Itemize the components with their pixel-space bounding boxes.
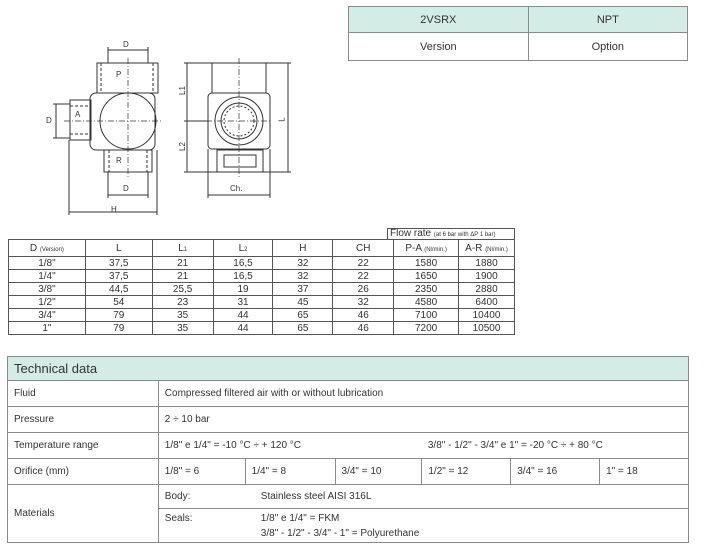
port-label-r: R [116, 156, 122, 165]
materials-seals-row [158, 509, 688, 543]
cell-pa: 7100 [394, 309, 459, 322]
cell-h: 65 [273, 309, 333, 322]
cell-l2: 19 [213, 283, 273, 296]
cell-l1: 23 [152, 296, 213, 309]
seals-key: Seals: [164, 512, 193, 524]
cell-h: 65 [273, 322, 333, 335]
seals-value-fkm: 1/8" e 1/4" = FKM [260, 512, 340, 524]
cell-pa: 1650 [394, 270, 459, 283]
dimension-row [9, 296, 515, 309]
orifice-value: 3/4" = 16 [511, 459, 600, 485]
cell-d: 1/8" [9, 257, 86, 270]
dimensions-header-row [9, 240, 515, 257]
fluid-value: Compressed filtered air with or without lubrication [158, 381, 688, 407]
cell-ar: 2880 [459, 283, 515, 296]
orifice-value: 1" = 18 [600, 459, 689, 485]
cell-ar: 1880 [459, 257, 515, 270]
cell-l: 79 [85, 322, 152, 335]
temperature-label: Temperature range [8, 433, 159, 459]
dimensions-table [8, 239, 515, 335]
cell-ch: 26 [333, 283, 394, 296]
col-header-h: H [273, 240, 333, 257]
orifice-label: Orifice (mm) [8, 459, 159, 485]
dim-label-l: L [277, 117, 287, 122]
dim-label-d-top: D [123, 40, 129, 49]
cell-ar: 10400 [459, 309, 515, 322]
cell-h: 37 [273, 283, 333, 296]
cell-pa: 1580 [394, 257, 459, 270]
col-header-l: L [85, 240, 152, 257]
cell-l: 79 [85, 309, 152, 322]
orifice-value: 1/8" = 6 [158, 459, 245, 485]
cell-ch: 46 [333, 309, 394, 322]
version-option-table [348, 6, 688, 61]
cell-h: 32 [273, 257, 333, 270]
cell-pa: 4580 [394, 296, 459, 309]
cell-ch: 32 [333, 296, 394, 309]
orifice-value: 1/4" = 8 [245, 459, 335, 485]
col-header-l2: L2 [213, 240, 273, 257]
col-header-ar: A-R (Nl/min.) [459, 240, 515, 257]
flow-rate-title: Flow rate [390, 228, 432, 239]
dimension-row [9, 283, 515, 296]
cell-pa: 7200 [394, 322, 459, 335]
cell-ch: 46 [333, 322, 394, 335]
orifice-value: 3/4" = 10 [335, 459, 422, 485]
cell-ar: 10500 [459, 322, 515, 335]
dimension-row [9, 322, 515, 335]
fluid-label: Fluid [8, 381, 159, 407]
pressure-label: Pressure [8, 407, 159, 433]
col-header-l1: L1 [152, 240, 213, 257]
cell-d: 3/4" [9, 309, 86, 322]
col-header-pa: P-A (Nl/min.) [394, 240, 459, 257]
version-cell: Version [349, 33, 529, 61]
cell-l: 54 [85, 296, 152, 309]
dim-label-d-bottom: D [123, 184, 129, 193]
cell-l2: 44 [213, 322, 273, 335]
technical-data-table [7, 356, 689, 543]
seals-value-polyurethane: 3/8" - 1/2" - 3/4" - 1" = Polyurethane [260, 527, 420, 539]
valve-technical-drawing [0, 0, 300, 225]
option-cell: Option [528, 33, 687, 61]
dimension-row [9, 270, 515, 283]
materials-label: Materials [8, 485, 159, 543]
cell-ar: 1900 [459, 270, 515, 283]
cell-l1: 25,5 [152, 283, 213, 296]
port-label-a: A [75, 110, 81, 119]
dimension-row [9, 309, 515, 322]
body-value: Stainless steel AISI 316L [260, 491, 372, 502]
cell-pa: 2350 [394, 283, 459, 296]
valve-side-view [184, 58, 291, 198]
materials-body-row [158, 485, 688, 509]
pressure-value: 2 ÷ 10 bar [158, 407, 688, 433]
technical-data-title: Technical data [8, 357, 689, 381]
cell-d: 1/4" [9, 270, 86, 283]
dimension-row [9, 257, 515, 270]
cell-ar: 6400 [459, 296, 515, 309]
cell-h: 32 [273, 270, 333, 283]
orifice-value: 1/2" = 12 [422, 459, 511, 485]
cell-d: 3/8" [9, 283, 86, 296]
col-header-d: D (Version) [9, 240, 86, 257]
cell-d: 1/2" [9, 296, 86, 309]
cell-l1: 21 [152, 270, 213, 283]
cell-h: 45 [273, 296, 333, 309]
cell-l: 37,5 [85, 270, 152, 283]
cell-ch: 22 [333, 257, 394, 270]
model-code-cell: 2VSRX [349, 7, 529, 33]
dim-label-l2: L2 [177, 142, 187, 151]
port-label-p: P [116, 70, 122, 79]
dim-label-d-left: D [46, 116, 52, 125]
cell-l: 37,5 [85, 257, 152, 270]
cell-l1: 35 [152, 309, 213, 322]
cell-l2: 16,5 [213, 257, 273, 270]
valve-front-view [53, 47, 162, 215]
cell-l1: 35 [152, 322, 213, 335]
temperature-value-small: 1/8" e 1/4" = -10 °C ÷ + 120 °C [158, 433, 422, 459]
dim-label-ch: Ch. [230, 184, 243, 193]
cell-l2: 44 [213, 309, 273, 322]
temperature-value-large: 3/8" - 1/2" - 3/4" e 1" = -20 °C ÷ + 80 °C [422, 433, 689, 459]
thread-type-cell: NPT [528, 7, 687, 33]
dim-label-h: H [111, 205, 117, 214]
cell-d: 1" [9, 322, 86, 335]
body-key: Body: [164, 491, 191, 502]
cell-ch: 22 [333, 270, 394, 283]
cell-l2: 16,5 [213, 270, 273, 283]
flow-rate-condition: (at 6 bar with ΔP 1 bar) [433, 232, 496, 238]
cell-l1: 21 [152, 257, 213, 270]
cell-l: 44,5 [85, 283, 152, 296]
cell-l2: 31 [213, 296, 273, 309]
dim-label-l1: L1 [177, 86, 187, 95]
col-header-ch: CH [333, 240, 394, 257]
